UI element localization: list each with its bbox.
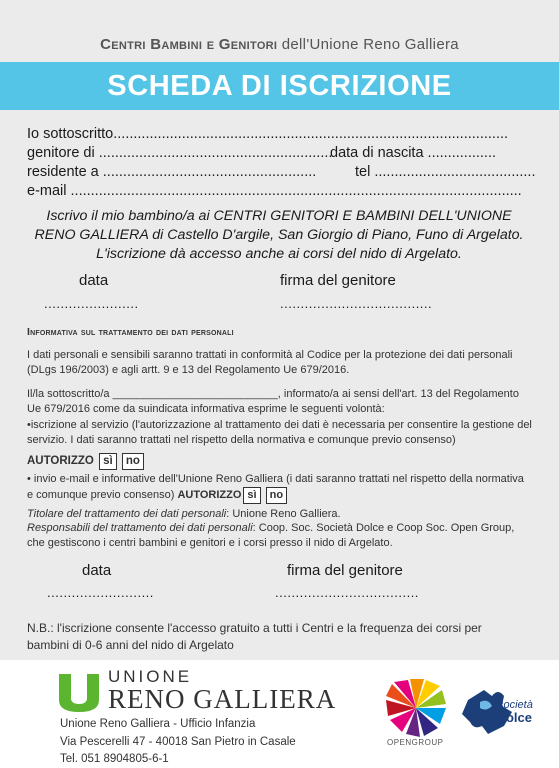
signature-label: firma del genitore <box>280 272 396 289</box>
privacy-title: Informativa sul trattamento dei dati personali <box>27 326 234 338</box>
dolce-label: dolce <box>498 710 532 725</box>
processors-label: Responsabili del trattamento dei dati personali <box>27 522 253 534</box>
email-no-checkbox[interactable]: no <box>266 487 287 504</box>
org-name-bold: Centri Bambini e Genitori <box>100 36 278 53</box>
phone-field[interactable]: tel ........................................ <box>355 164 536 180</box>
organization-title <box>0 36 559 53</box>
signature-field-2[interactable]: ................................... <box>275 585 419 600</box>
data-processors <box>27 521 532 551</box>
office-phone: Tel. 051 8904805-6-1 <box>60 753 169 765</box>
consent-service-text: •iscrizione al servizio (l'autorizzazione al trattamento dei dati è necessaria per consentire la gestione del servizio. I dati saranno trattati nel rispetto della normativa e comunque previo consenso) <box>27 419 532 446</box>
opengroup-label: OPENGROUP <box>387 738 444 747</box>
birthdate-field[interactable]: data di nascita ................. <box>330 145 497 161</box>
declaration-line2: RENO GALLIERA di Castello D'argile, San Giorgio di Piano, Funo di Argelato. <box>34 227 524 243</box>
societa-label: società <box>498 699 533 711</box>
processors-value: : Coop. Soc. Società Dolce e Coop Soc. Open Group, che gestiscono i centri bambini e genitori e i corsi presso il nido di Argelato. <box>27 522 515 549</box>
title-banner <box>0 62 559 110</box>
authorize-label-2: AUTORIZZO <box>177 489 242 501</box>
service-no-checkbox[interactable]: no <box>122 453 144 470</box>
brand-union: UNIONE <box>108 667 193 686</box>
office-address: Via Pescerelli 47 - 40018 San Pietro in Casale <box>60 736 296 748</box>
reno-galliera-logo-icon <box>57 672 101 712</box>
privacy-paragraph-1: I dati personali e sensibili saranno trattati in conformità al Codice per la protezione dei dati personali (DLgs 196/2003) e agli artt. 9 e 13 del Regolamento Ue 679/2016. <box>27 349 513 376</box>
residence-field[interactable]: residente a ..................................................... <box>27 164 317 180</box>
brand-name: RENO GALLIERA <box>108 684 337 714</box>
date-label-2: data <box>82 562 112 579</box>
signature-label-2: firma del genitore <box>287 562 403 579</box>
date-field[interactable]: ....................... <box>44 296 139 311</box>
declaration-line1: Iscrivo il mio bambino/a ai CENTRI GENITORI E BAMBINI DELL'UNIONE <box>46 208 512 224</box>
authorize-label: AUTORIZZO <box>27 455 94 467</box>
signature-field[interactable]: ..................................... <box>280 296 433 311</box>
office-name: Unione Reno Galliera - Ufficio Infanzia <box>60 718 256 730</box>
email-field[interactable]: e-mail ................................................................................................................ <box>27 183 522 199</box>
date-label: data <box>79 272 109 289</box>
email-yes-checkbox[interactable]: sì <box>243 487 260 504</box>
consent-email-text <box>27 472 527 504</box>
declaration-line3: L'iscrizione dà accesso anche ai corsi del nido di Argelato. <box>96 246 462 262</box>
org-name-rest: dell'Unione Reno Galliera <box>277 36 459 53</box>
service-yes-checkbox[interactable]: sì <box>99 453 117 470</box>
consent-email-desc: • invio e-mail e informative dell'Unione Reno Galliera (i dati saranno trattati nel rispetto della normativa e comunque previo consenso) <box>27 473 524 501</box>
controller-label: Titolare del trattamento dei dati personali <box>27 508 227 520</box>
footnote: N.B.: l'iscrizione consente l'accesso gratuito a tutti i Centri e la frequenza dei corsi per bambini di 0-6 anni del nido di Argelato <box>27 621 482 652</box>
opengroup-logo-icon <box>384 678 448 738</box>
consent-service-row <box>27 453 532 470</box>
data-controller <box>27 507 532 522</box>
name-field[interactable]: Io sottoscritto.................................................................................................. <box>27 126 509 142</box>
date-field-2[interactable]: .......................... <box>47 585 154 600</box>
child-field[interactable]: genitore di .......................................................... <box>27 145 333 161</box>
privacy-paragraph-2: Il/la sottoscritto/a ___________________________, informato/a ai sensi dell'art. 13 del Regolamento Ue 679/2016 come da suindicata informativa esprime le seguenti volontà: <box>27 388 519 415</box>
societa-dolce-logo-icon <box>458 682 534 740</box>
page-title: SCHEDA DI ISCRIZIONE <box>107 69 452 102</box>
controller-value: : Unione Reno Galliera. <box>226 508 341 520</box>
